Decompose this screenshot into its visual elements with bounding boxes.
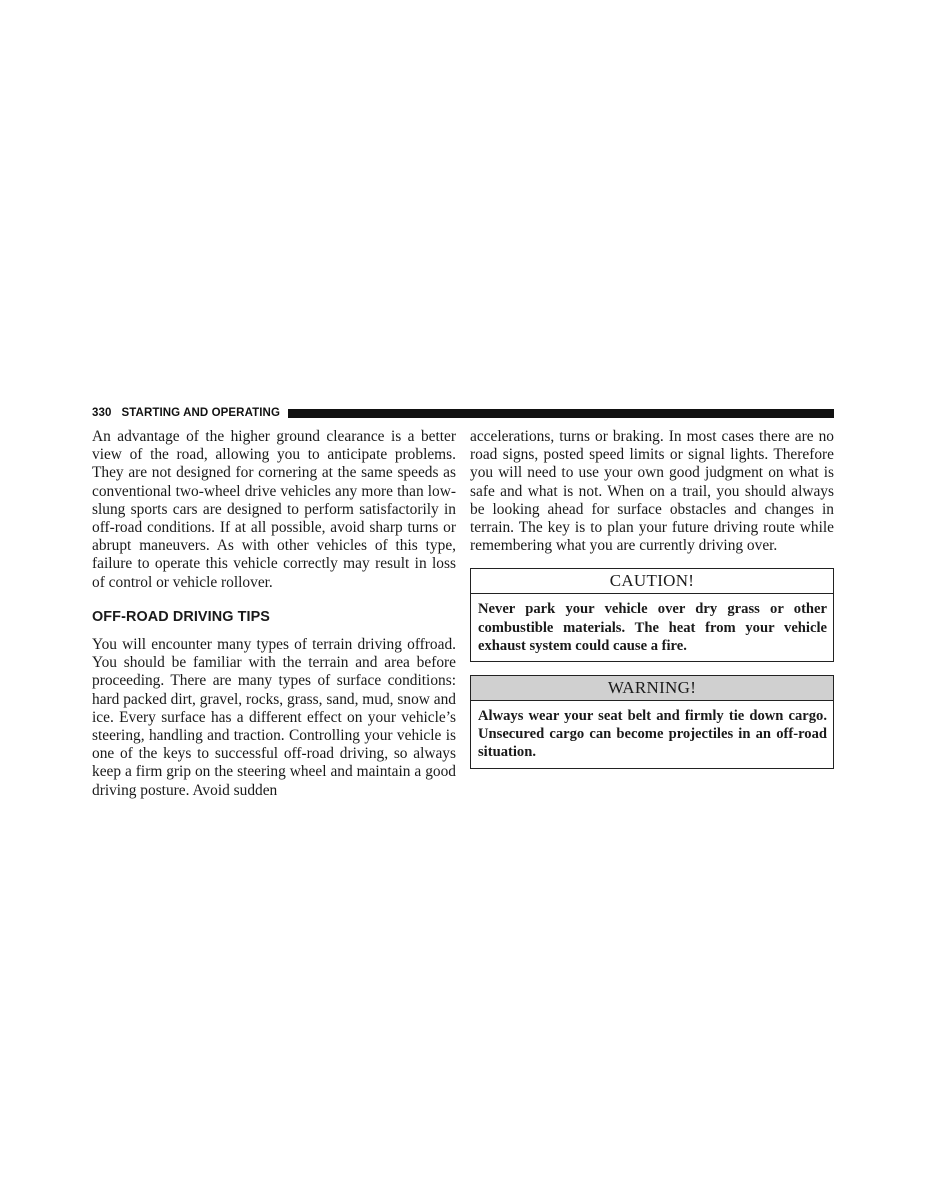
header-rule bbox=[288, 409, 834, 418]
warning-box bbox=[470, 675, 834, 769]
page-number: 330 bbox=[92, 407, 112, 419]
left-column bbox=[92, 428, 456, 800]
caution-text: Never park your vehicle over dry grass or other combustible materials. The heat from your vehicle exhaust system could cause a fire. bbox=[478, 601, 827, 654]
warning-text: Always wear your seat belt and firmly tie down cargo. Unsecured cargo can become projectiles in an off-road situation. bbox=[478, 708, 827, 761]
caution-title: CAUTION! bbox=[471, 569, 833, 594]
right-column bbox=[470, 428, 834, 769]
caution-box bbox=[470, 568, 834, 662]
warning-title: WARNING! bbox=[471, 676, 833, 701]
intro-paragraph: An advantage of the higher ground clearance is a better view of the road, allowing you to anticipate problems. They are not designed for cornering at the same speeds as conventional two-wheel drive vehicles any more than low-slung sports cars are designed to perform satisfactorily in off-road conditions. If at all possible, avoid sharp turns or abrupt maneuvers. As with other vehicles of this type, failure to operate this vehicle correctly may result in loss of control or vehicle rollover. bbox=[92, 428, 456, 591]
section-title: STARTING AND OPERATING bbox=[121, 407, 281, 419]
section-heading: OFF-ROAD DRIVING TIPS bbox=[92, 608, 270, 625]
terrain-paragraph: You will encounter many types of terrain driving offroad. You should be familiar with the terrain and area before proceeding. There are many types of surface conditions: hard packed dirt, gravel, rocks, grass, sand, mud, snow and ice. Every surface has a different effect on your vehicle’s steering, handling and traction. Controlling your vehicle is one of the keys to successful off-road driving, so always keep a firm grip on the steering wheel and maintain a good driving posture. Avoid sudden bbox=[92, 636, 456, 799]
continued-paragraph: accelerations, turns or braking. In most cases there are no road signs, posted speed limits or signal lights. Therefore you will need to use your own good judgment on what is safe and what is not. When on a trail, you should always be looking ahead for surface obstacles and changes in terrain. The key is to plan your future driving route while remembering what you are currently driving over. bbox=[470, 428, 834, 555]
page-header bbox=[92, 405, 834, 421]
